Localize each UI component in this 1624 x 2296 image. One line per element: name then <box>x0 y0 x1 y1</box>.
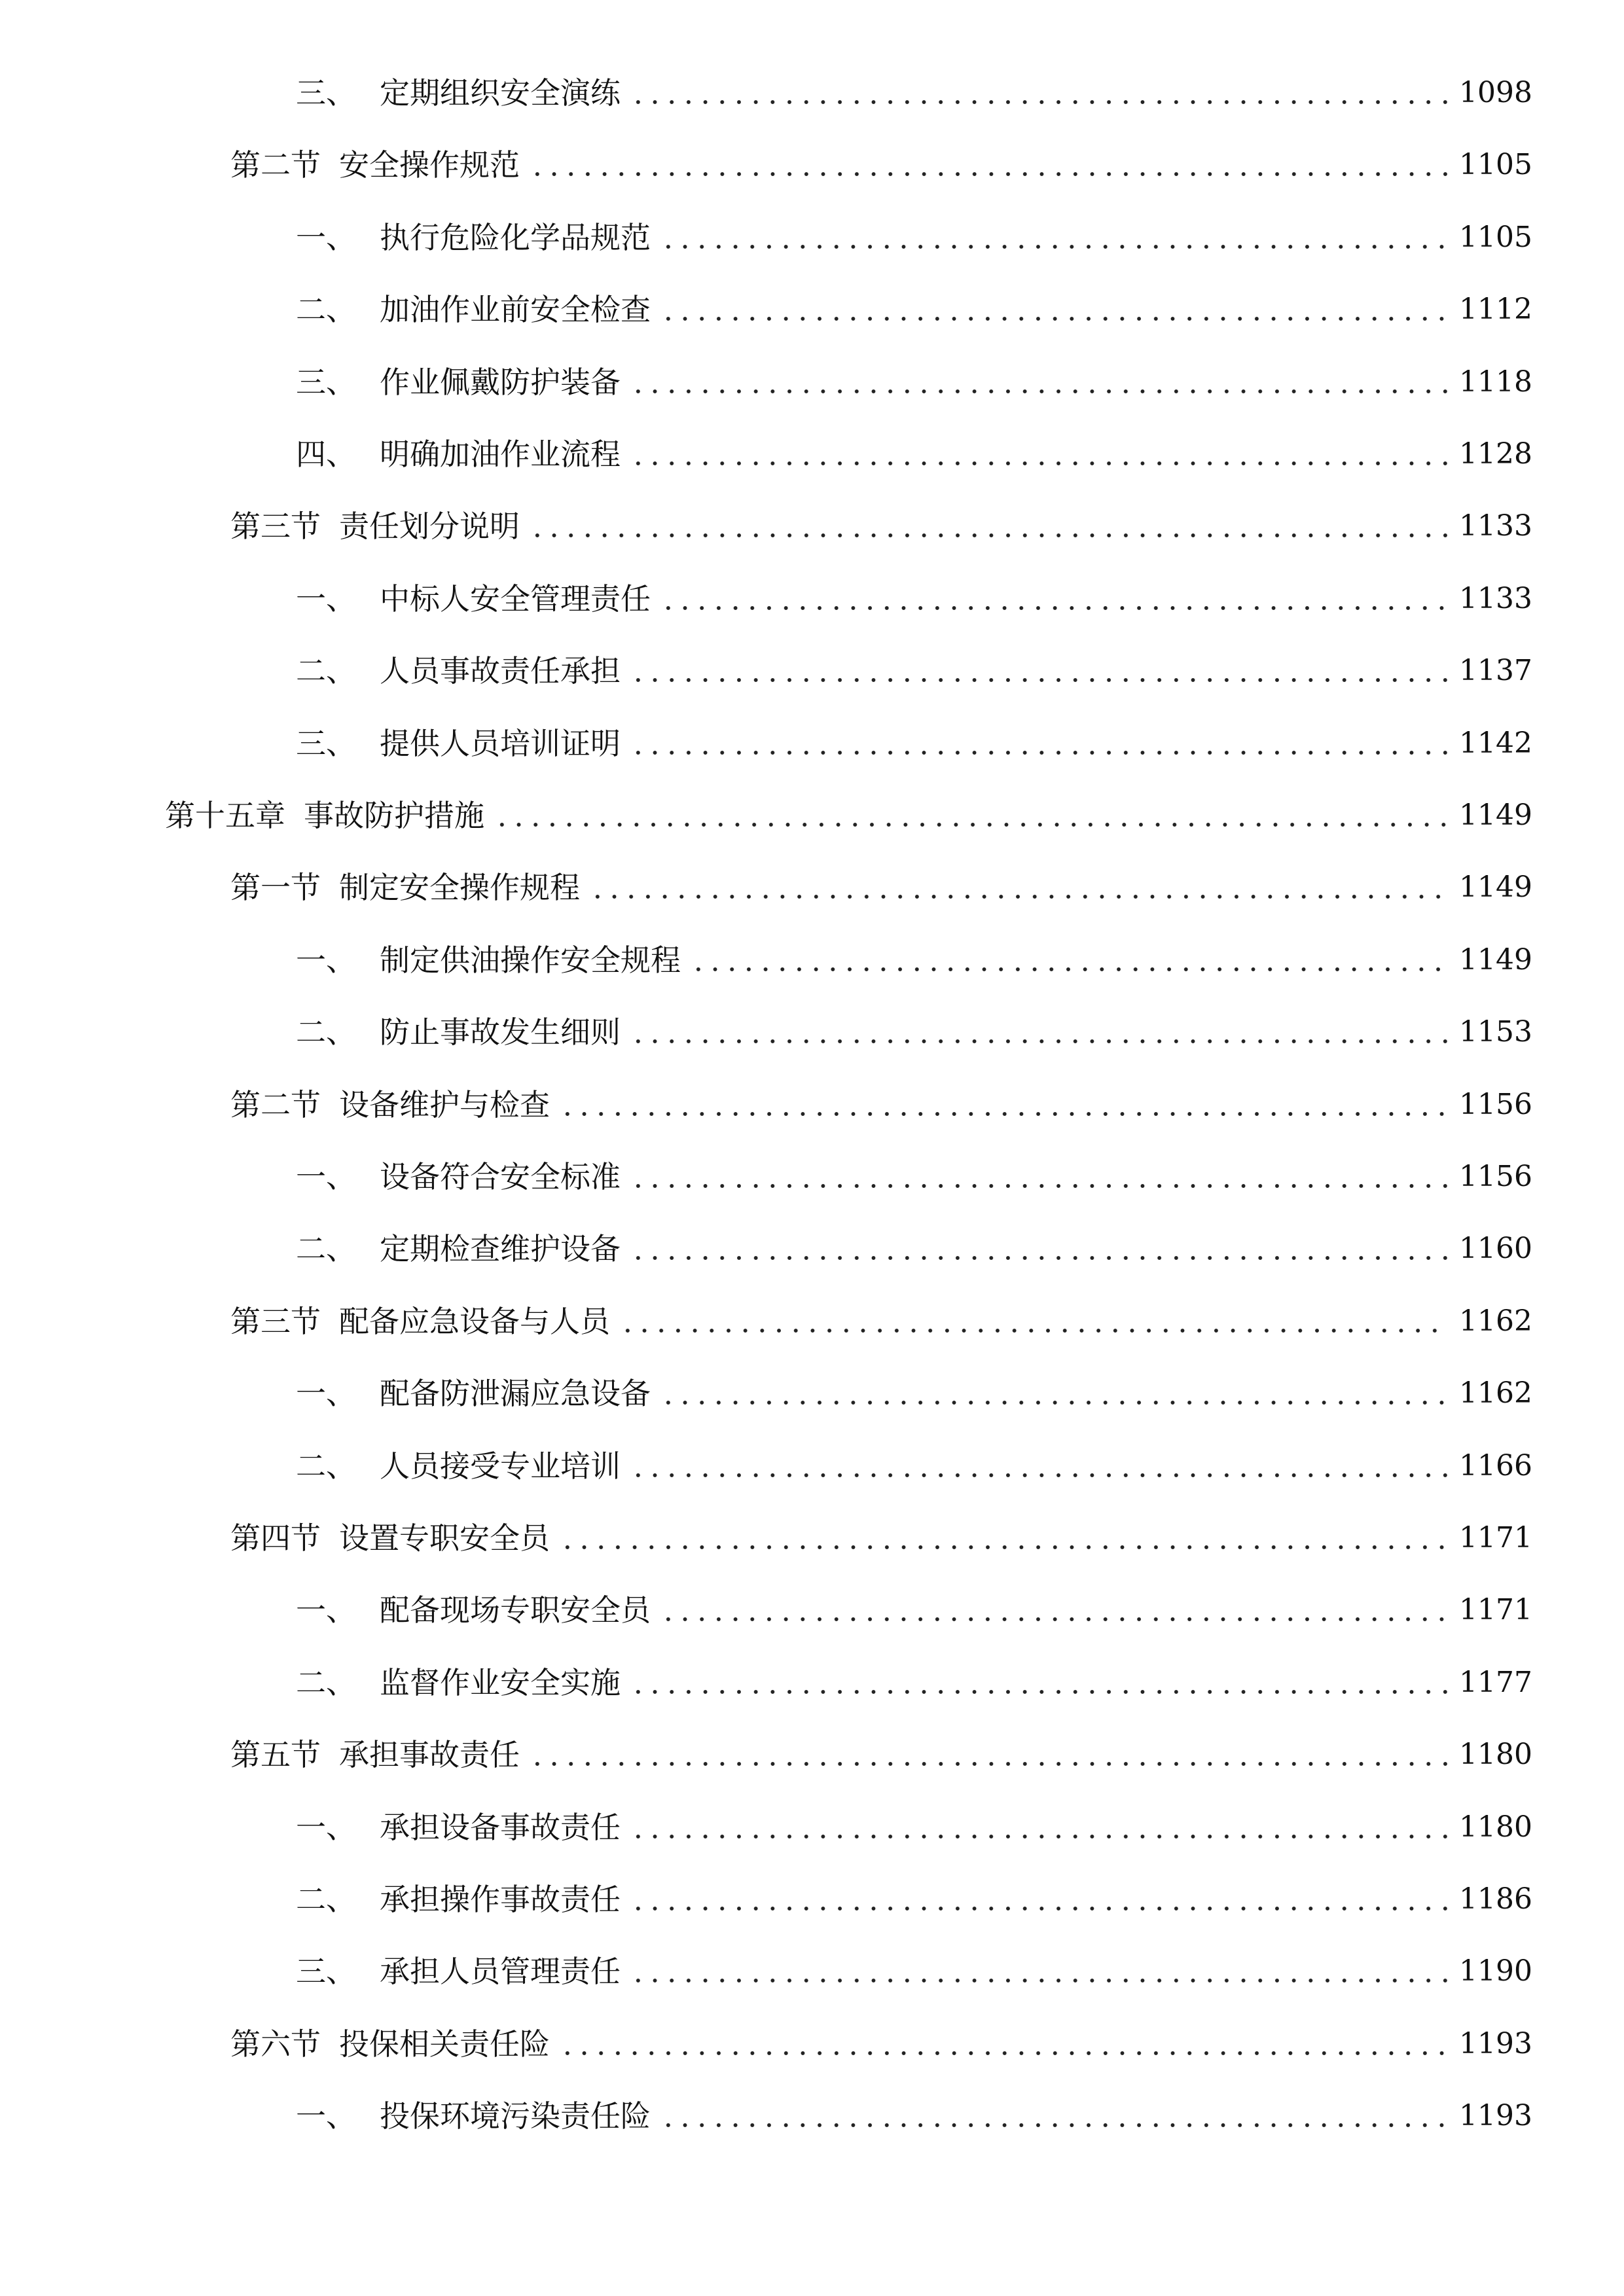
toc-entry[interactable] <box>296 428 1532 480</box>
toc-entry-title: 事故防护措施 <box>304 798 484 833</box>
toc-entry-label <box>296 1006 621 1058</box>
toc-entry-page-number: 1177 <box>1459 1666 1532 1699</box>
toc-entry-title: 投保环境污染责任险 <box>380 2098 651 2134</box>
toc-entry-number: 三、 <box>296 75 356 111</box>
toc-entry-title: 中标人安全管理责任 <box>380 581 651 617</box>
toc-entry-number: 一、 <box>296 1592 356 1628</box>
toc-entry-label <box>230 139 520 191</box>
toc-entry-number: 三、 <box>296 1954 356 1989</box>
toc-entry-page-number: 1142 <box>1459 726 1532 760</box>
toc-entry-page-number: 1171 <box>1459 1593 1532 1626</box>
dot-leader <box>660 1399 1447 1407</box>
toc-entry-title: 承担人员管理责任 <box>380 1954 621 1989</box>
toc-entry-label <box>230 1079 550 1131</box>
toc-entry-page-number: 1193 <box>1459 2099 1532 2132</box>
toc-entry-label <box>296 717 621 770</box>
dot-leader <box>630 459 1447 467</box>
toc-entry-number: 第四节 <box>230 1520 321 1556</box>
toc-entry-number: 一、 <box>296 1810 356 1845</box>
toc-entry-title: 人员事故责任承担 <box>380 653 621 689</box>
toc-entry-page-number: 1153 <box>1459 1015 1532 1049</box>
toc-entry-page-number: 1098 <box>1459 76 1532 109</box>
toc-entry-page-number: 1180 <box>1459 1738 1532 1771</box>
toc-entry[interactable] <box>230 500 1532 552</box>
dot-leader <box>630 387 1447 395</box>
toc-entry-page-number: 1171 <box>1459 1521 1532 1554</box>
toc-entry-page-number: 1112 <box>1459 293 1532 326</box>
toc-entry-label <box>296 1367 651 1420</box>
dot-leader <box>690 965 1447 973</box>
toc-entry-page-number: 1149 <box>1459 943 1532 977</box>
toc-entry-page-number: 1105 <box>1459 148 1532 181</box>
toc-entry-page-number: 1166 <box>1459 1449 1532 1482</box>
toc-entry-number: 第三节 <box>230 1304 321 1339</box>
toc-entry[interactable] <box>296 645 1532 697</box>
dot-leader <box>630 1977 1447 1984</box>
toc-entry[interactable] <box>230 139 1532 191</box>
dot-leader <box>630 676 1447 684</box>
toc-entry-number: 第十五章 <box>165 798 285 833</box>
toc-entry-label <box>296 1440 621 1492</box>
toc-entry[interactable] <box>296 1367 1532 1420</box>
toc-entry-title: 设备符合安全标准 <box>380 1159 621 1194</box>
toc-entry[interactable] <box>296 2090 1532 2142</box>
toc-entry-label <box>296 1945 621 1998</box>
dot-leader <box>660 604 1447 612</box>
toc-entry[interactable] <box>296 67 1532 119</box>
toc-entry-title: 制定安全操作规程 <box>339 870 580 905</box>
toc-entry[interactable] <box>296 1657 1532 1709</box>
toc-entry-page-number: 1162 <box>1459 1376 1532 1410</box>
toc-entry-page-number: 1149 <box>1459 798 1532 832</box>
dot-leader <box>630 1833 1447 1840</box>
dot-leader <box>660 1615 1447 1623</box>
toc-entry-title: 定期检查维护设备 <box>380 1231 621 1266</box>
toc-entry-label <box>230 2018 550 2070</box>
toc-entry-title: 监督作业安全实施 <box>380 1665 621 1700</box>
toc-entry-title: 执行危险化学品规范 <box>380 220 651 255</box>
toc-entry-label <box>230 861 580 914</box>
toc-entry-label <box>230 1512 550 1564</box>
toc-entry-number: 二、 <box>296 1448 356 1484</box>
dot-leader <box>559 2049 1447 2057</box>
toc-entry-number: 二、 <box>296 1882 356 1917</box>
toc-entry-page-number: 1156 <box>1459 1160 1532 1193</box>
toc-entry-title: 投保相关责任险 <box>339 2026 550 2062</box>
toc-entry-page-number: 1128 <box>1459 437 1532 471</box>
toc-entry-label <box>230 500 520 552</box>
toc-entry-title: 设置专职安全员 <box>339 1520 550 1556</box>
toc-entry-label <box>296 1584 651 1636</box>
toc-entry-page-number: 1118 <box>1459 365 1532 399</box>
toc-entry-number: 四、 <box>296 437 356 472</box>
toc-entry-label <box>296 1657 621 1709</box>
toc-entry-number: 一、 <box>296 2098 356 2134</box>
toc-entry-number: 二、 <box>296 653 356 689</box>
toc-entry-number: 第二节 <box>230 1087 321 1122</box>
toc-entry-number: 一、 <box>296 942 356 978</box>
dot-leader <box>529 1760 1447 1768</box>
dot-leader <box>559 1110 1447 1118</box>
toc-entry[interactable] <box>296 1584 1532 1636</box>
toc-entry-page-number: 1193 <box>1459 2027 1532 2060</box>
dot-leader <box>630 1254 1447 1262</box>
dot-leader <box>630 1037 1447 1045</box>
dot-leader <box>529 170 1447 178</box>
toc-entry-label <box>230 1295 610 1348</box>
toc-entry-page-number: 1149 <box>1459 870 1532 904</box>
toc-entry-title: 加油作业前安全检查 <box>380 292 651 327</box>
toc-entry[interactable] <box>296 717 1532 770</box>
toc-entry[interactable] <box>296 283 1532 336</box>
toc-entry-title: 配备应急设备与人员 <box>339 1304 610 1339</box>
toc-entry[interactable] <box>230 1512 1532 1564</box>
toc-entry[interactable] <box>296 211 1532 264</box>
toc-entry-number: 二、 <box>296 1231 356 1266</box>
toc-entry[interactable] <box>230 1729 1532 1781</box>
dot-leader <box>559 1543 1447 1551</box>
dot-leader <box>660 315 1447 323</box>
toc-entry-page-number: 1180 <box>1459 1810 1532 1844</box>
toc-entry-title: 防止事故发生细则 <box>380 1014 621 1050</box>
toc-entry-page-number: 1162 <box>1459 1304 1532 1338</box>
toc-entry-number: 二、 <box>296 1665 356 1700</box>
toc-entry-title: 提供人员培训证明 <box>380 726 621 761</box>
toc-entry-label <box>296 428 621 480</box>
toc-entry[interactable] <box>296 1006 1532 1058</box>
toc-entry-number: 一、 <box>296 1376 356 1411</box>
toc-entry-label <box>296 645 621 697</box>
toc-entry-number: 一、 <box>296 1159 356 1194</box>
toc-entry-number: 二、 <box>296 1014 356 1050</box>
toc-entry[interactable] <box>230 1079 1532 1131</box>
dot-leader <box>630 1905 1447 1912</box>
toc-entry-title: 承担事故责任 <box>339 1737 520 1772</box>
toc-entry-title: 明确加油作业流程 <box>380 437 621 472</box>
toc-entry-page-number: 1190 <box>1459 1954 1532 1988</box>
dot-leader <box>529 531 1447 539</box>
toc-entry[interactable] <box>296 1440 1532 1492</box>
toc-entry-number: 第二节 <box>230 147 321 183</box>
toc-entry-label <box>296 573 651 625</box>
toc-entry[interactable] <box>296 1945 1532 1998</box>
toc-entry-label <box>296 1873 621 1926</box>
dot-leader <box>660 243 1447 251</box>
toc-entry-number: 三、 <box>296 726 356 761</box>
toc-entry-title: 设备维护与检查 <box>339 1087 550 1122</box>
toc-entry[interactable] <box>165 789 1532 842</box>
toc-entry-title: 配备防泄漏应急设备 <box>380 1376 651 1411</box>
toc-entry-number: 三、 <box>296 365 356 400</box>
toc-entry-label <box>296 356 621 408</box>
toc-entry-title: 责任划分说明 <box>339 509 520 544</box>
dot-leader <box>619 1327 1447 1335</box>
toc-entry[interactable] <box>296 1801 1532 1854</box>
toc-entry[interactable] <box>230 1295 1532 1348</box>
toc-entry-title: 承担操作事故责任 <box>380 1882 621 1917</box>
toc-entry-label <box>296 1151 621 1203</box>
toc-entry[interactable] <box>296 573 1532 625</box>
toc-entry-number: 第五节 <box>230 1737 321 1772</box>
toc-entry[interactable] <box>230 2018 1532 2070</box>
toc-entry-title: 承担设备事故责任 <box>380 1810 621 1845</box>
toc-entry-title: 配备现场专职安全员 <box>380 1592 651 1628</box>
toc-entry-number: 第六节 <box>230 2026 321 2062</box>
toc-entry-label <box>296 211 651 264</box>
dot-leader <box>630 1688 1447 1696</box>
toc-entry-page-number: 1137 <box>1459 654 1532 687</box>
dot-leader <box>630 1471 1447 1479</box>
toc-entry-number: 第一节 <box>230 870 321 905</box>
dot-leader <box>630 1182 1447 1190</box>
toc-entry-label <box>296 2090 651 2142</box>
toc-entry-label <box>296 934 681 986</box>
toc-entry[interactable] <box>296 934 1532 986</box>
dot-leader <box>660 2121 1447 2129</box>
toc-entry-title: 作业佩戴防护装备 <box>380 365 621 400</box>
toc-entry-number: 二、 <box>296 292 356 327</box>
toc-entry-title: 制定供油操作安全规程 <box>380 942 681 978</box>
toc-entry-label <box>296 1223 621 1275</box>
toc-entry-page-number: 1105 <box>1459 221 1532 254</box>
toc-entry[interactable] <box>296 1151 1532 1203</box>
toc-entry-number: 一、 <box>296 220 356 255</box>
toc-entry-number: 一、 <box>296 581 356 617</box>
toc-entry-title: 定期组织安全演练 <box>380 75 621 111</box>
dot-leader <box>494 821 1447 829</box>
toc-entry-title: 人员接受专业培训 <box>380 1448 621 1484</box>
toc-entry[interactable] <box>296 1223 1532 1275</box>
toc-entry-title: 安全操作规范 <box>339 147 520 183</box>
toc-entry-page-number: 1156 <box>1459 1088 1532 1121</box>
toc-entry[interactable] <box>296 356 1532 408</box>
toc-entry[interactable] <box>230 861 1532 914</box>
toc-entry[interactable] <box>296 1873 1532 1926</box>
toc-entry-page-number: 1133 <box>1459 509 1532 543</box>
toc-entry-label <box>296 1801 621 1854</box>
dot-leader <box>589 893 1447 901</box>
toc-entry-label <box>296 67 621 119</box>
toc-entry-label <box>230 1729 520 1781</box>
toc-entry-page-number: 1133 <box>1459 582 1532 615</box>
toc-entry-label <box>296 283 651 336</box>
dot-leader <box>630 749 1447 757</box>
toc-entry-number: 第三节 <box>230 509 321 544</box>
toc-entry-label <box>165 789 484 842</box>
toc-entry-page-number: 1160 <box>1459 1232 1532 1265</box>
dot-leader <box>630 98 1447 106</box>
toc-entry-page-number: 1186 <box>1459 1882 1532 1916</box>
